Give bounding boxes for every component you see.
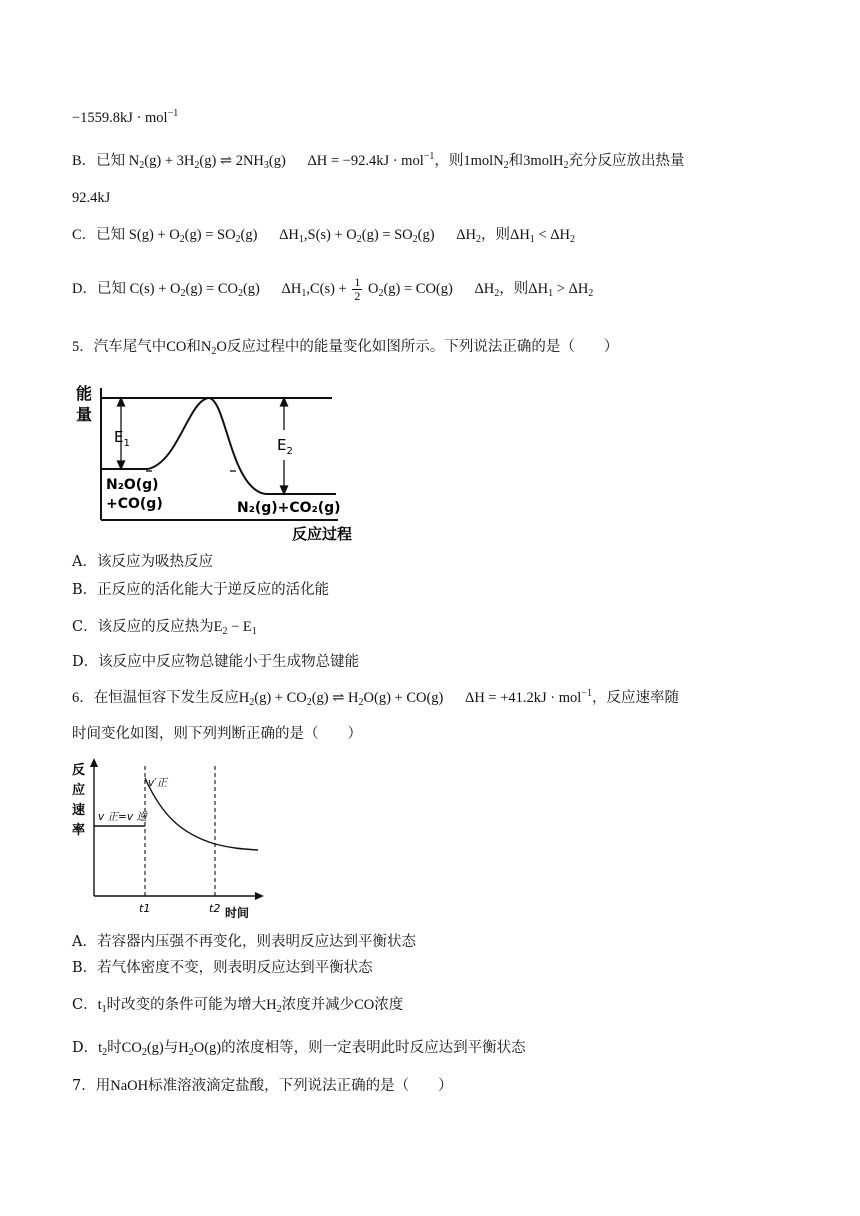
q6-stem-continuation: 时间变化如图，则下列判断正确的是（ ） xyxy=(72,726,362,742)
t1-label: t1 xyxy=(139,902,151,915)
energy-axis-label-bottom: 量 xyxy=(76,405,93,424)
reactant-label-2: +CO(g) xyxy=(106,496,163,512)
t2-label: t2 xyxy=(209,902,221,915)
rate-axis-label-2: 应 xyxy=(72,783,86,798)
rate-axis-label-4: 率 xyxy=(72,823,86,838)
e2-label: $E_2$ xyxy=(277,436,293,457)
q5-stem: 5．汽车尾气中CO和$N_2O$反应过程中的能量变化如图所示。下列说法正确的是（ ） xyxy=(72,339,619,357)
reactant-label-1: N₂O(g) xyxy=(106,477,159,493)
q7-stem: 7．用NaOH标准溶液滴定盐酸，下列说法正确的是（ ） xyxy=(72,1078,453,1094)
e1-label: $E_1$ xyxy=(114,428,130,449)
energy-axis-label-top: 能 xyxy=(76,384,93,403)
q5-option-d: D．该反应中反应物总键能小于生成物总键能 xyxy=(72,654,360,670)
rate-axis-label-3: 速 xyxy=(72,803,86,818)
q5-energy-diagram xyxy=(70,378,370,546)
q6-stem: 6．在恒温恒容下发生反应$H_2(g) + CO_2(g)$ ⇌ $H_2O(g) + CO(g) \Delta H = +41.2kJ \cdot mol^{-1}$，反应速率随 xyxy=(72,688,679,708)
q6-rate-time-graph xyxy=(70,756,280,926)
forward-rate-label: v′正 xyxy=(148,777,168,789)
fraction-one-half: $\frac{1}{2}$ xyxy=(354,275,361,303)
rate-axis-label-1: 反 xyxy=(72,763,86,778)
q4-option-d: D．已知 $C(s) + O_2(g) = CO_2(g) \Delta H_1,C(s)$ + $\frac{1}{2}$ $O_2(g) = CO(g)$ $\Delta H_2$，则$\Delta H_1 > \Delta H_2$ xyxy=(72,275,594,303)
q4-option-b-continuation: 92.4kJ xyxy=(72,190,111,206)
equilibrium-rate-label: v 正=v 逆 xyxy=(98,811,147,823)
product-label: N₂(g)+CO₂(g) xyxy=(237,500,341,516)
time-axis-label: 时间 xyxy=(225,906,250,920)
q6-option-b: B．若气体密度不变，则表明反应达到平衡状态 xyxy=(72,960,373,976)
q5-option-a: A．该反应为吸热反应 xyxy=(72,554,213,570)
q5-option-c: C．该反应的反应热为$E_2 - E_1$ xyxy=(72,619,257,637)
q6-option-a: A．若容器内压强不再变化，则表明反应达到平衡状态 xyxy=(72,934,416,950)
reaction-process-axis-label: 反应过程 xyxy=(292,525,353,543)
q6-option-c: C．$t_1$时改变的条件可能为增大$H_2$浓度并减少CO浓度 xyxy=(72,997,404,1015)
q4-option-b: B．已知 $N_2(g) + 3H_2(g)$ ⇌ $2NH_3(g) \Delta H = -92.4kJ \cdot mol^{-1}$，则1molN$_2$和3molH$_2$充分反应放出热量 xyxy=(72,151,685,171)
q4-option-c: C．已知 $S(g) + O_2(g) = SO_2(g) \Delta H_1,S(s) + O_2(g) = SO_2(g)$ $\Delta H_2$，则$\Delta H_1 < \Delta H_2$ xyxy=(72,227,576,245)
q5-option-b: B．正反应的活化能大于逆反应的活化能 xyxy=(72,582,330,598)
q6-option-d: D．$t_2$时$CO_2(g)$与$H_2O(g)$的浓度相等，则一定表明此时反应达到平衡状态 xyxy=(72,1040,526,1058)
q4-option-a-continuation: −1559.8kJ · mol$^{-1}$ xyxy=(72,108,179,126)
